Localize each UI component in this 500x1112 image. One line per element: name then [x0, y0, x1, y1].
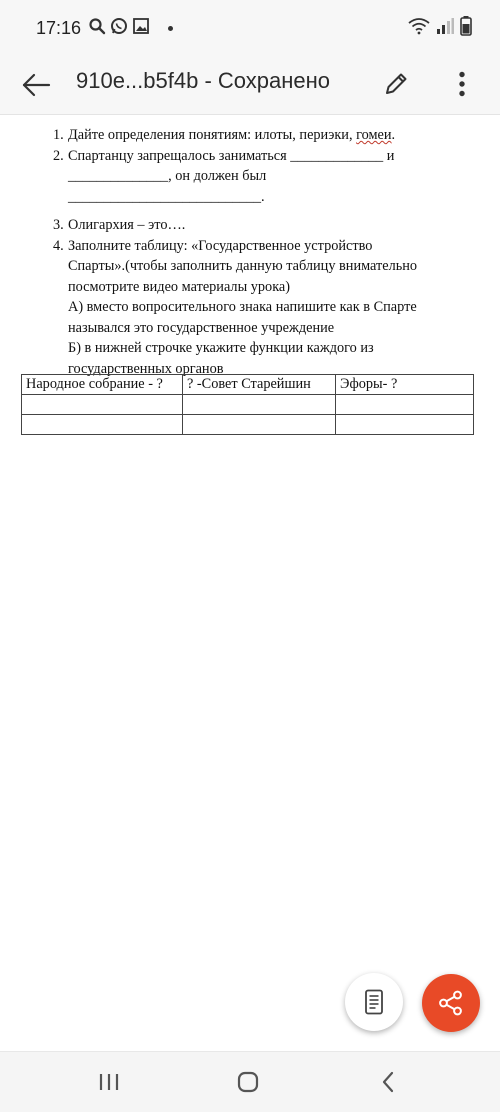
question-1-text: Дайте определения понятиям: илоты, периэки,	[68, 127, 357, 143]
table-header-cell: Эфоры- ?	[336, 375, 474, 395]
question-2-line-1: Спартанцу запрещалось заниматься _____________ и	[68, 147, 395, 164]
nav-back-icon	[380, 1071, 396, 1093]
document-title: 910e...b5f4b - Сохранено	[76, 68, 330, 93]
question-4-line-2: Спарты».(чтобы заполнить данную таблицу внимательно	[68, 258, 418, 274]
wifi-icon	[408, 17, 430, 40]
table-cell	[183, 415, 336, 435]
arrow-left-icon	[21, 73, 51, 97]
status-bar	[0, 0, 500, 56]
pencil-icon	[382, 70, 410, 98]
question-number: 1.	[53, 127, 64, 143]
question-4	[53, 236, 483, 380]
whatsapp-icon	[110, 17, 128, 40]
status-time: 17:16	[36, 18, 82, 38]
more-vertical-icon	[458, 71, 466, 97]
question-4-line-7: государственных органов	[68, 360, 224, 377]
navigation-bar	[0, 1051, 500, 1112]
reading-mode-icon	[363, 989, 385, 1015]
question-4-line-4: А) вместо вопросительного знака напишите как в Спарте	[68, 299, 417, 315]
question-2	[53, 146, 483, 208]
recent-apps-icon	[98, 1072, 120, 1092]
table-header-row	[22, 375, 474, 395]
recent-apps-button[interactable]	[84, 1062, 134, 1102]
table-cell	[22, 415, 183, 435]
edit-button[interactable]	[374, 62, 418, 106]
search-icon	[88, 17, 106, 40]
battery-icon	[460, 16, 472, 41]
app-bar	[0, 56, 500, 115]
status-notification-icons	[88, 16, 173, 40]
table-cell	[183, 395, 336, 415]
status-system-icons	[408, 16, 472, 40]
table-cell	[336, 395, 474, 415]
question-number: 2.	[53, 147, 64, 164]
table-row	[22, 415, 474, 435]
misspelled-word: гомеи	[356, 127, 392, 143]
document-view[interactable]	[0, 115, 500, 1051]
share-button[interactable]	[422, 974, 480, 1032]
signal-icon	[436, 17, 454, 40]
back-button[interactable]	[14, 64, 58, 106]
dot-icon	[168, 26, 173, 31]
nav-back-button[interactable]	[363, 1062, 413, 1102]
question-4-line-1: Заполните таблицу: «Государственное устройство	[68, 237, 373, 254]
question-4-line-6: Б) в нижней строчке укажите функции каждого из	[68, 340, 374, 356]
table-row	[22, 395, 474, 415]
home-icon	[236, 1071, 260, 1093]
table-cell	[336, 415, 474, 435]
table-cell	[22, 395, 183, 415]
more-options-button[interactable]	[444, 62, 480, 106]
question-number: 3.	[53, 217, 64, 233]
question-number: 4.	[53, 237, 64, 254]
reading-mode-button[interactable]	[345, 973, 403, 1031]
question-list	[53, 125, 483, 379]
question-4-line-5: назывался это государственное учреждение	[68, 319, 335, 336]
question-1	[53, 125, 483, 146]
table-header-cell: ? -Совет Старейшин	[183, 375, 336, 395]
question-2-line-2: ______________, он должен был	[68, 168, 267, 184]
question-3-text: Олигархия – это….	[68, 217, 186, 233]
question-2-line-3: ___________________________.	[68, 188, 265, 205]
question-1-end: .	[391, 127, 396, 143]
table-header-cell: Народное собрание - ?	[22, 375, 183, 395]
question-4-line-3: посмотрите видео материалы урока)	[68, 278, 291, 295]
question-3	[53, 215, 483, 236]
photo-icon	[132, 17, 150, 40]
government-table	[21, 374, 474, 435]
share-icon	[437, 989, 465, 1017]
home-button[interactable]	[223, 1062, 273, 1102]
